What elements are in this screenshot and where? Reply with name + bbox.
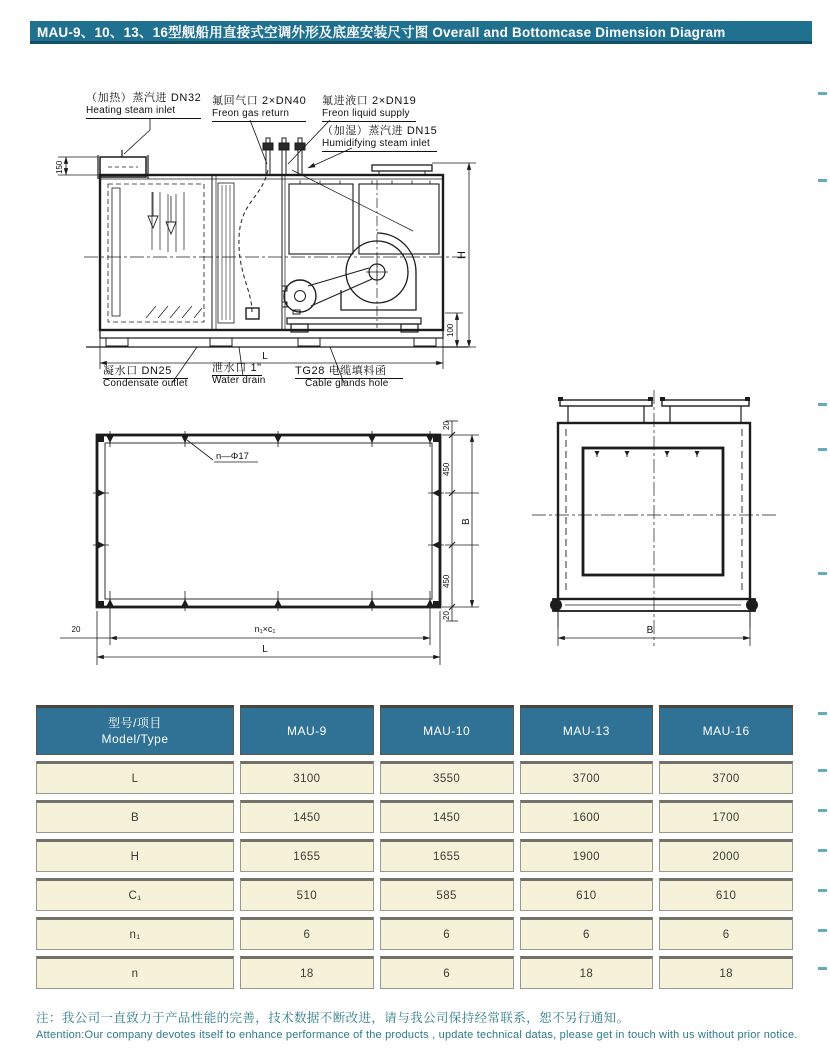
edge-mark [818,889,827,892]
water-drain-label-cn: 泄水口 1" [212,362,262,374]
table-header-en: Model/Type [101,732,169,746]
row-n-param: n [36,956,234,989]
row-C1-mau13: 610 [520,878,654,911]
top-pipe-connections [263,138,305,175]
plan-dimensions [60,421,479,665]
condensate-label [103,365,188,390]
row-B-mau16: 1700 [659,800,793,833]
table-header-mau13: MAU-13 [520,705,654,755]
row-C1-param: C₁ [36,878,234,911]
dim-450-top: 450 [442,462,451,476]
heating-steam-label-cn: （加热）蒸汽进 DN32 [86,92,202,104]
leader-lines [124,118,413,383]
row-C1-mau9: 510 [240,878,374,911]
dim-L-side: L [262,351,268,362]
edge-mark [818,403,827,406]
row-B-param: B [36,800,234,833]
row-B-mau13: 1600 [520,800,654,833]
dim-150: 150 [55,160,64,174]
row-B-mau10: 1450 [380,800,514,833]
row-L-mau16: 3700 [659,761,793,794]
row-H-mau10: 1655 [380,839,514,872]
row-n1-mau13: 6 [520,917,654,950]
row-H-param: H [36,839,234,872]
freon-liquid-label [322,95,416,122]
humidify-steam-label-en: Humidifying steam inlet [322,138,437,152]
end-view-drawing [532,390,776,646]
row-L-mau13: 3700 [520,761,654,794]
freon-gas-label-cn: 氟回气口 2×DN40 [212,95,307,107]
row-n1-mau10: 6 [380,917,514,950]
freon-gas-label [212,95,306,122]
row-B-mau9: 1450 [240,800,374,833]
base-plan-drawing [60,421,479,665]
row-H-mau13: 1900 [520,839,654,872]
dim-H: H [456,251,468,259]
water-drain-label-en: Water drain [212,375,266,387]
dim-L-plan: L [262,644,268,655]
table-header-mau9: MAU-9 [240,705,374,755]
condensate-label-en: Condensate outlet [103,378,188,390]
humidify-steam-label [322,125,437,152]
cable-gland-label [295,365,403,390]
water-drain-label [212,362,266,387]
edge-mark [818,849,827,852]
cable-gland-label-cn: TG28 电缆填料函 [295,365,403,379]
edge-mark [818,929,827,932]
table-header-mau16: MAU-16 [659,705,793,755]
bolt-holes [93,431,444,611]
dim-B-end: B [646,625,654,636]
page-title: MAU-9、10、13、16型舰船用直接式空调外形及底座安装尺寸图 Overall and Bottomcase Dimension Diagram [37,25,726,40]
edge-mark [818,769,827,772]
freon-liquid-label-cn: 氟进液口 2×DN19 [322,95,417,107]
row-n1-mau9: 6 [240,917,374,950]
cable-gland-label-en: Cable glands hole [305,378,389,390]
edge-mark [818,572,827,575]
row-H-mau16: 2000 [659,839,793,872]
table-header-cn: 型号/项目 [108,715,162,730]
edge-mark [818,448,827,451]
motor [284,280,316,312]
heating-steam-label [86,92,201,119]
attention-note [36,1008,826,1041]
dim-B-plan: B [461,518,472,525]
row-H-mau9: 1655 [240,839,374,872]
row-L-param: L [36,761,234,794]
dimension-diagram [0,80,830,705]
attention-note-cn: 注：我公司一直致力于产品性能的完善，技术数据不断改进，请与我公司保持经常联系，恕不另行通知。 [36,1011,630,1025]
freon-liquid-label-en: Freon liquid supply [322,108,416,122]
edge-mark [818,712,827,715]
dim-bolt-pitch: n₁×c₁ [254,624,276,634]
table-header-mau10: MAU-10 [380,705,514,755]
edge-mark [818,92,827,95]
edge-mark [818,809,827,812]
coil-section [218,170,268,323]
inner-duct-opening [583,448,723,575]
title-bar [30,21,812,44]
washer-section [108,184,204,322]
row-L-mau10: 3550 [380,761,514,794]
attention-note-en: Attention:Our company devotes itself to enhance performance of the products , update technical datas, please get in touch with us without prior notice. [36,1029,798,1041]
condensate-label-cn: 凝水口 DN25 [103,365,188,379]
row-n1-param: n₁ [36,917,234,950]
fan-section [282,180,439,332]
dim-20-left: 20 [71,625,81,634]
dim-450-bottom: 450 [442,574,451,588]
row-n1-mau16: 6 [659,917,793,950]
spec-table [36,705,793,989]
top-flange [372,165,432,175]
dim-20-bottom: 20 [442,611,451,620]
hole-label: n—Φ17 [216,451,249,462]
dim-100: 100 [446,323,455,337]
table-header-model-type [36,705,234,755]
row-C1-mau16: 610 [659,878,793,911]
side-view-dimensions [55,157,476,369]
edge-mark [818,179,827,182]
heating-steam-label-en: Heating steam inlet [86,105,201,119]
side-view-drawing [55,118,476,383]
row-C1-mau10: 585 [380,878,514,911]
corner-pads [98,436,439,607]
row-L-mau9: 3100 [240,761,374,794]
edge-mark [818,967,827,970]
inner-bolt-ticks [595,451,700,457]
freon-gas-label-en: Freon gas return [212,108,306,122]
row-n-mau16: 18 [659,956,793,989]
humidify-steam-label-cn: （加湿）蒸汽进 DN15 [322,125,438,137]
dim-20-top: 20 [442,421,451,430]
row-n-mau9: 18 [240,956,374,989]
row-n-mau13: 18 [520,956,654,989]
row-n-mau10: 6 [380,956,514,989]
